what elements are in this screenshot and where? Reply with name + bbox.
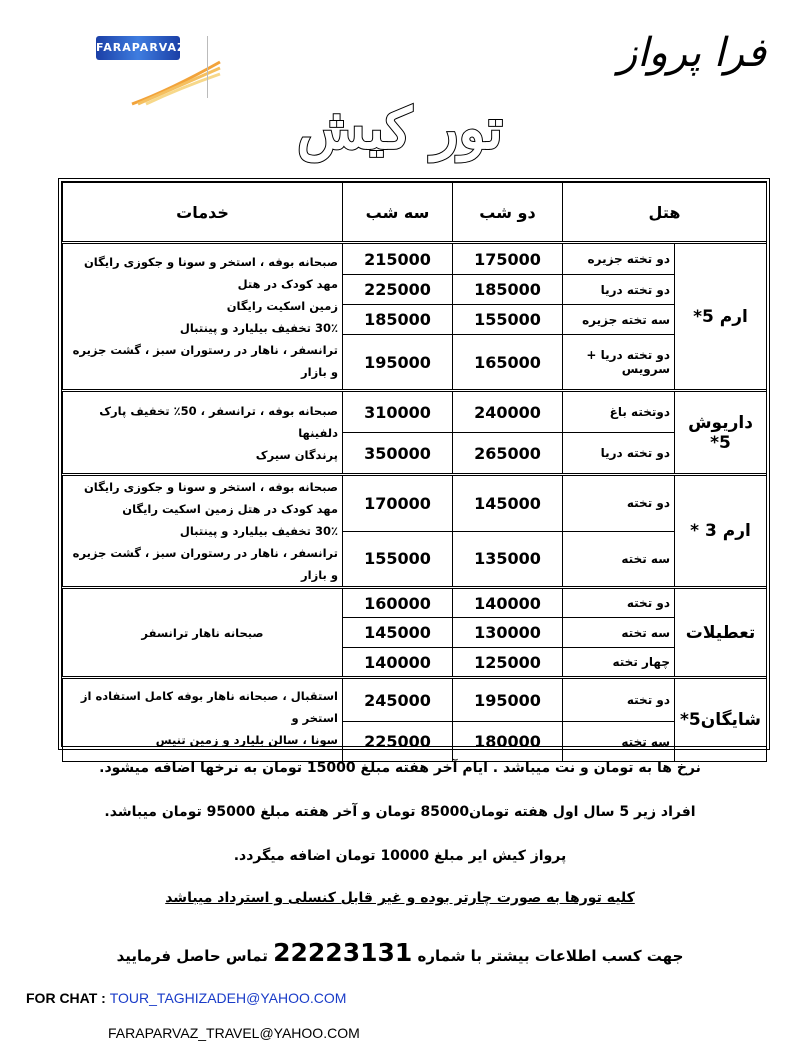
header-three-nights: سه شب	[343, 183, 453, 243]
room-type: دو تخته	[563, 588, 675, 618]
table-row	[63, 678, 767, 722]
price-three-nights: 170000	[343, 475, 453, 532]
room-type: چهار تخته	[563, 648, 675, 678]
header-row	[63, 183, 767, 243]
service-line: استقبال ، صبحانه ناهار بوفه کامل استفاده از استخر و	[80, 689, 338, 725]
header-services: خدمات	[63, 183, 343, 243]
hotel-name: تعطیلات	[675, 588, 767, 678]
services-cell	[63, 243, 343, 391]
room-type: دو تخته جزیره	[563, 243, 675, 275]
room-type: دو تخته	[563, 475, 675, 532]
price-three-nights: 145000	[343, 618, 453, 648]
service-line: صبحانه بوفه ، استخر و سونا و جکوزی رایگان	[83, 480, 338, 494]
price-two-nights: 185000	[453, 275, 563, 305]
hotel-name: داریوش 5*	[675, 391, 767, 475]
service-line: صبحانه بوفه ، استخر و سونا و جکوزی رایگان	[83, 254, 338, 269]
header-two-nights: دو شب	[453, 183, 563, 243]
hotel-name: شایگان5*	[675, 678, 767, 762]
travel-email[interactable]: FARAPARVAZ_TRAVEL@YAHOO.COM	[108, 1025, 360, 1041]
room-type: دو تخته	[563, 678, 675, 722]
service-line: سونا ، سالن بلیارد و زمین تنیس	[155, 733, 338, 747]
note-children: افراد زیر 5 سال اول هفته تومان85000 تومان و آخر هفته مبلغ 95000 تومان میباشد.	[104, 804, 696, 820]
price-two-nights: 145000	[453, 475, 563, 532]
contact-text-after: تماس حاصل فرمایید	[116, 947, 268, 965]
price-three-nights: 225000	[343, 275, 453, 305]
price-two-nights: 180000	[453, 722, 563, 762]
room-type: دو تخته دریا	[563, 275, 675, 305]
price-two-nights: 135000	[453, 531, 563, 588]
service-line: صبحانه ناهار ترانسفر	[141, 625, 264, 640]
price-two-nights: 155000	[453, 305, 563, 335]
price-table	[62, 182, 767, 762]
price-three-nights: 350000	[343, 433, 453, 475]
services-cell	[63, 391, 343, 475]
price-three-nights: 195000	[343, 335, 453, 391]
hotel-name: ارم 3 *	[675, 475, 767, 588]
price-two-nights: 195000	[453, 678, 563, 722]
room-type: دو تخته دریا	[563, 433, 675, 475]
price-two-nights: 265000	[453, 433, 563, 475]
price-two-nights: 140000	[453, 588, 563, 618]
price-three-nights: 160000	[343, 588, 453, 618]
brand-name: فرا پرواز	[618, 30, 766, 76]
company-logo: FARAPARVAZ	[96, 36, 180, 60]
price-three-nights: 225000	[343, 722, 453, 762]
service-line: ترانسفر ، ناهار در رستوران سبز ، گشت جزیره و بازار	[72, 546, 338, 582]
price-three-nights: 140000	[343, 648, 453, 678]
price-three-nights: 185000	[343, 305, 453, 335]
service-line: 30٪ تخفیف بیلیارد و پینتبال	[179, 524, 338, 538]
contact-line	[0, 938, 800, 967]
room-type: دوتخته باغ	[563, 391, 675, 433]
price-three-nights: 215000	[343, 243, 453, 275]
price-three-nights: 155000	[343, 531, 453, 588]
header-hotel: هتل	[563, 183, 767, 243]
note-prices: نرخ ها به تومان و نت میباشد . ایام آخر هفته مبلغ 15000 تومان به نرخها اضافه میشود.	[99, 760, 701, 776]
table-row	[63, 475, 767, 532]
room-type: سه تخته	[563, 618, 675, 648]
table-row	[63, 243, 767, 275]
room-type: دو تخته دریا + سرویس	[563, 335, 675, 391]
price-two-nights: 125000	[453, 648, 563, 678]
price-three-nights: 245000	[343, 678, 453, 722]
service-line: صبحانه بوفه ، ترانسفر ، 50٪ تخفیف پارک دلفینها	[99, 403, 338, 440]
services-cell	[63, 475, 343, 588]
table-row	[63, 391, 767, 433]
header-divider	[207, 36, 208, 98]
price-two-nights: 165000	[453, 335, 563, 391]
services-cell	[63, 588, 343, 678]
price-two-nights: 175000	[453, 243, 563, 275]
note-charter: کلیه تورها به صورت چارتر بوده و غیر قابل کنسلی و استرداد میباشد	[165, 890, 635, 906]
service-line: ترانسفر ، ناهار در رستوران سبز ، گشت جزیره و بازار	[72, 342, 338, 379]
service-line: 30٪ تخفیف بیلیارد و پینتبال	[179, 320, 338, 335]
table-row	[63, 588, 767, 618]
chat-email-link[interactable]: TOUR_TAGHIZADEH@YAHOO.COM	[109, 990, 347, 1006]
service-line: پرندگان سیرک	[255, 447, 338, 462]
page-title: تور کیش	[296, 96, 503, 162]
service-line: مهد کودک در هتل	[237, 276, 338, 291]
hotel-name: ارم 5*	[675, 243, 767, 391]
room-type: سه تخته	[563, 531, 675, 588]
room-type: سه تخته جزیره	[563, 305, 675, 335]
services-cell	[63, 678, 343, 762]
price-three-nights: 310000	[343, 391, 453, 433]
phone-number[interactable]: 22223131	[273, 938, 413, 967]
room-type: سه تخته	[563, 722, 675, 762]
chat-label: FOR CHAT :	[26, 990, 106, 1006]
note-flight: پرواز کیش ایر مبلغ 10000 تومان اضافه میگردد.	[233, 848, 567, 864]
service-line: زمین اسکیت رایگان	[226, 298, 338, 313]
contact-text-before: جهت کسب اطلاعات بیشتر با شماره	[417, 947, 684, 965]
chat-line	[26, 990, 346, 1006]
price-two-nights: 240000	[453, 391, 563, 433]
service-line: مهد کودک در هتل زمین اسکیت رایگان	[122, 502, 338, 516]
price-two-nights: 130000	[453, 618, 563, 648]
